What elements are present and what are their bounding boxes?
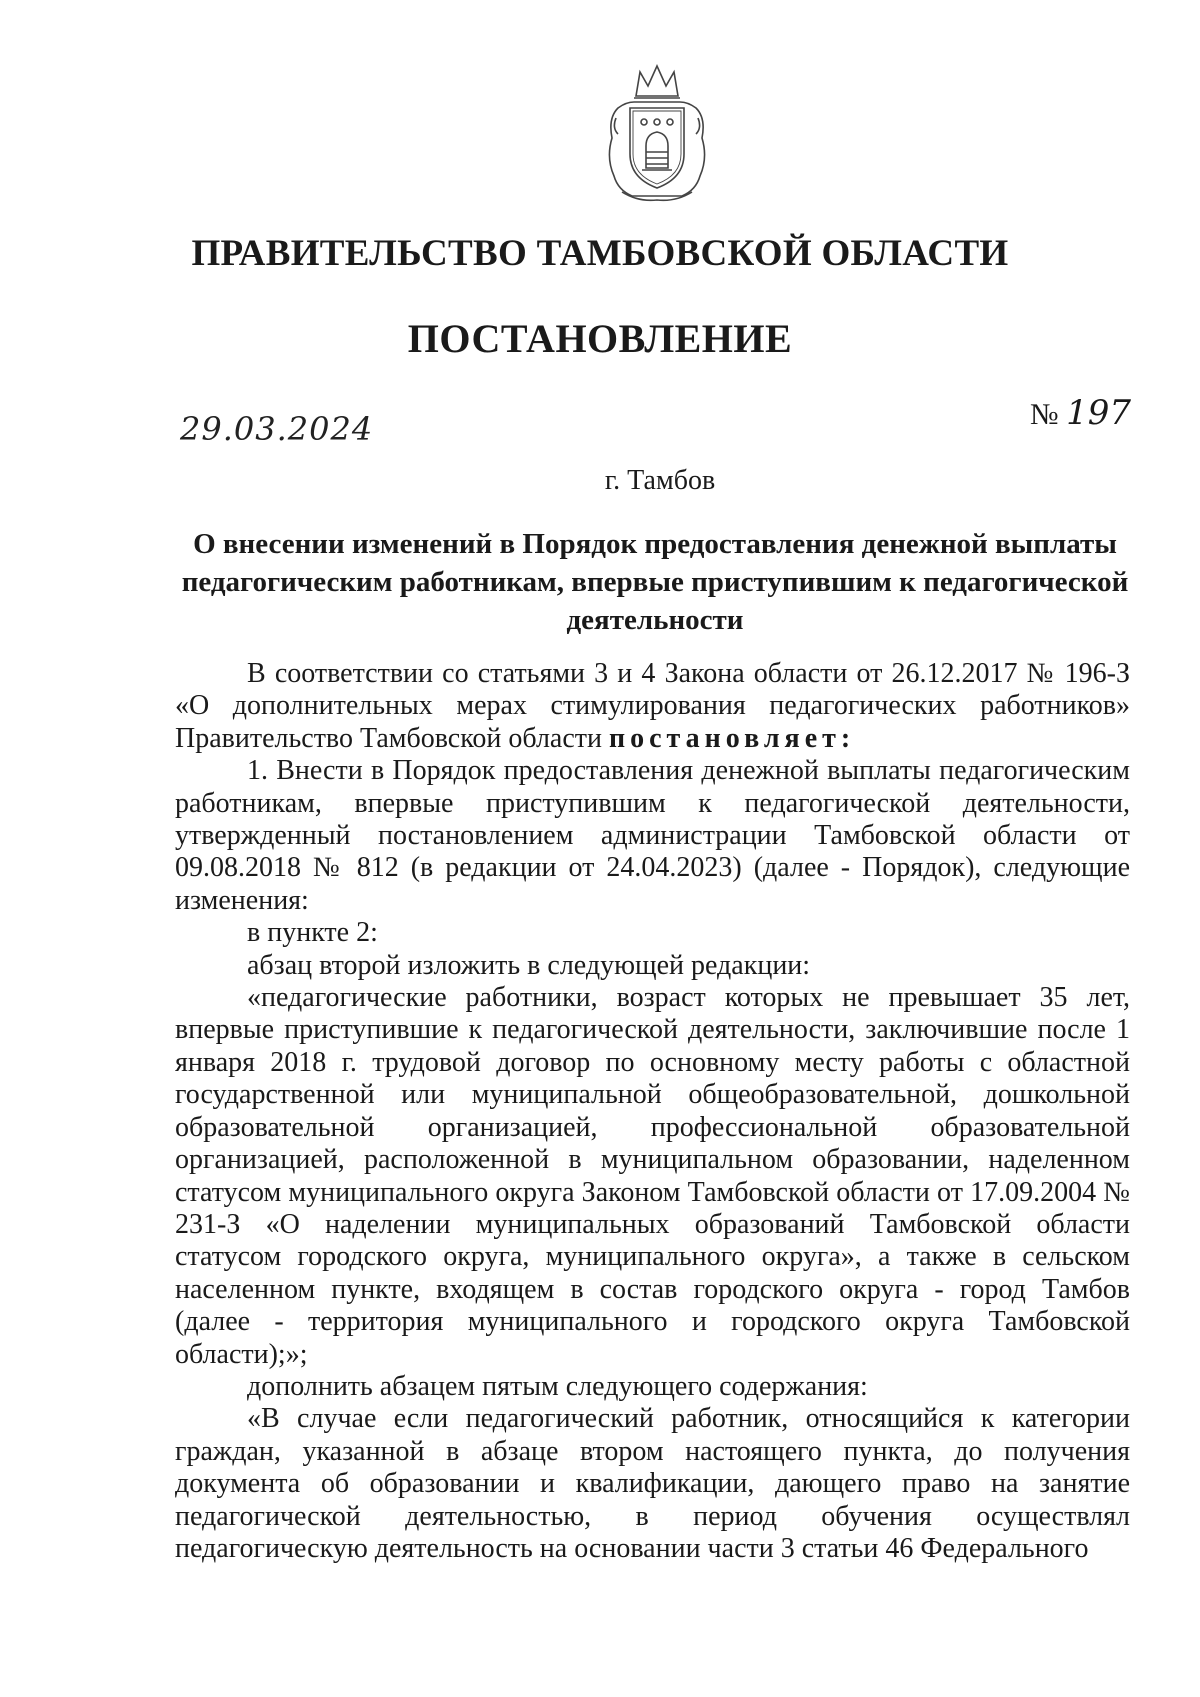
paragraph-text: В соответствии со статьями 3 и 4 Закона области от 26.12.2017 № 196-З «О дополнительных мерах стимулирования педагогических работников» Правительство Тамбовской области bbox=[175, 658, 1130, 754]
number-sign: № bbox=[1030, 398, 1059, 431]
document-date: 29.03.2024 bbox=[180, 410, 374, 448]
paragraph bbox=[175, 658, 1130, 755]
paragraph: дополнить абзацем пятым следующего содержания: bbox=[247, 1370, 868, 1402]
paragraph: «педагогические работники, возраст которых не превышает 35 лет, впервые приступившие к педагогической деятельности, заключившие после 1 января 2018 г. трудовой договор по основному месту работы с областной государственной или муниципальной общеобразовательной, дошкольной образовательной организацией, профессиональной образовательной организацией, расположенной в муниципальном образовании, наделенном статусом муниципального округа Законом Тамбовской области от 17.09.2004 № 231-З «О наделении муниципальных образований Тамбовской области статусом городского округа, муниципального округа», а также в сельском населенном пункте, входящем в состав городского округа - город Тамбов (далее - территория муниципального и городского округа Тамбовской области);»; bbox=[175, 982, 1130, 1370]
tambov-coat-of-arms-icon bbox=[598, 58, 716, 208]
resolves-keyword: постановляет: bbox=[609, 722, 856, 754]
document-city: г. Тамбов bbox=[604, 465, 716, 496]
paragraph: в пункте 2: bbox=[247, 917, 378, 949]
document-type: ПОСТАНОВЛЕНИЕ bbox=[407, 316, 793, 361]
paragraph: абзац второй изложить в следующей редакции: bbox=[247, 949, 811, 981]
paragraph: «В случае если педагогический работник, относящийся к категории граждан, указанной в абзаце втором настоящего пункта, до получения документа об образовании и квалификации, дающего право на занятие педагогической деятельностью, в период обучения осуществлял педагогическую деятельность на основании части 3 статьи 46 Федерального bbox=[175, 1403, 1130, 1564]
number-value: 197 bbox=[1066, 393, 1132, 433]
government-title: ПРАВИТЕЛЬСТВО ТАМБОВСКОЙ ОБЛАСТИ bbox=[191, 233, 1009, 274]
document-subject: О внесении изменений в Порядок предоставления денежной выплаты педагогическим работникам, впервые приступившим к педагогической деятельности bbox=[181, 528, 1129, 636]
document-body bbox=[175, 658, 1130, 1565]
document-number bbox=[1030, 393, 1131, 433]
paragraph: 1. Внести в Порядок предоставления денежной выплаты педагогическим работникам, впервые приступившим к педагогической деятельности, утвержденный постановлением администрации Тамбовской области от 09.08.2018 № 812 (в редакции от 24.04.2023) (далее - Порядок), следующие изменения: bbox=[175, 755, 1130, 916]
